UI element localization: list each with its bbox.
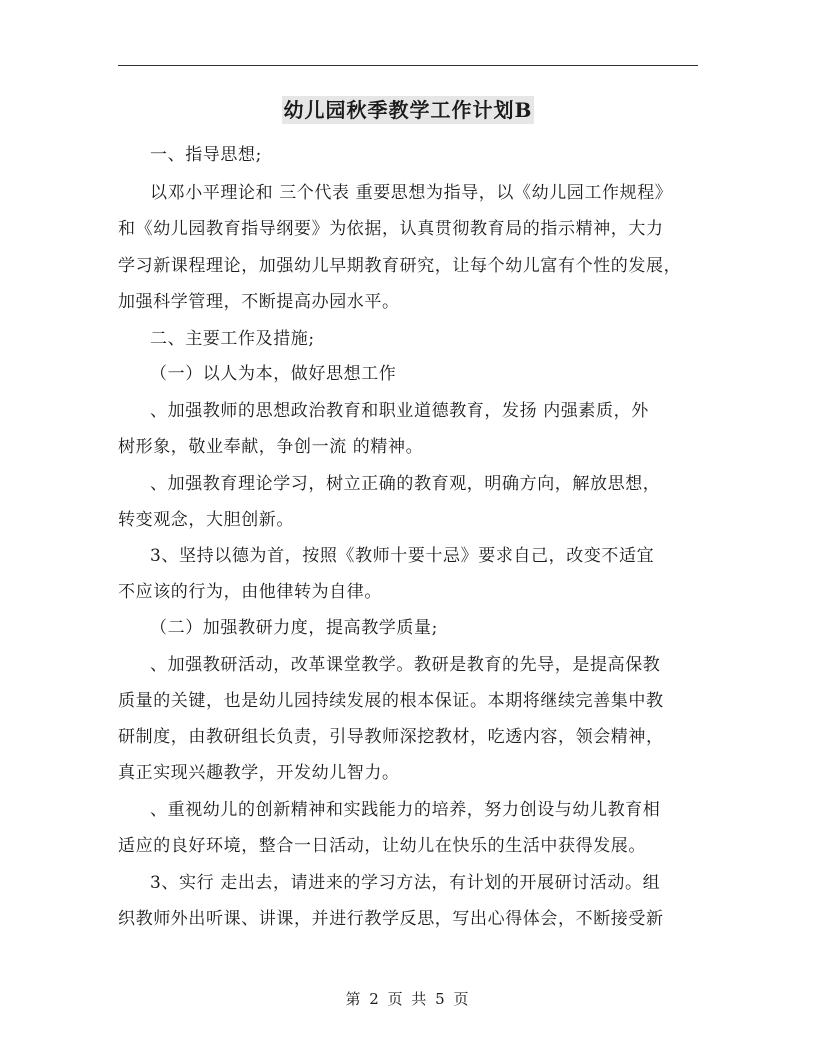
subsection-heading-1: （一）以人为本，做好思想工作 xyxy=(150,364,397,384)
paragraph-line: 和《幼儿园教育指导纲要》为依据，认真贯彻教育局的指示精神，大力 xyxy=(118,219,664,239)
paragraph-line: 3、坚持以德为首，按照《教师十要十忌》要求自己，改变不适宜 xyxy=(150,546,655,566)
page-number-footer: 第 2 页 共 5 页 xyxy=(345,990,471,1008)
paragraph-line: 加强科学管理，不断提高办园水平。 xyxy=(118,292,400,312)
section-heading-2: 二、主要工作及措施; xyxy=(150,329,315,349)
paragraph-line: 织教师外出听课、讲课，并进行教学反思，写出心得体会，不断接受新 xyxy=(118,909,664,929)
paragraph-line: 适应的良好环境，整合一日活动，让幼儿在快乐的生活中获得发展。 xyxy=(118,836,646,856)
paragraph-line: 、加强教研活动，改革课堂教学。教研是教育的先导，是提高保教 xyxy=(150,655,661,675)
paragraph-line: 树形象，敬业奉献，争创一流 的精神。 xyxy=(118,437,424,457)
paragraph-line: 质量的关键，也是幼儿园持续发展的根本保证。本期将继续完善集中教 xyxy=(118,691,664,711)
subsection-heading-2: （二）加强教研力度，提高教学质量; xyxy=(150,618,438,638)
paragraph-line: 、加强教育理论学习，树立正确的教育观，明确方向，解放思想， xyxy=(150,474,661,494)
document-title: 幼儿园秋季教学工作计划B xyxy=(283,98,533,122)
paragraph-line: 研制度，由教研组长负责，引导教师深挖教材，吃透内容，领会精神， xyxy=(118,727,664,747)
paragraph-line: 转变观念，大胆创新。 xyxy=(118,510,294,530)
document-title-wrap xyxy=(0,94,816,123)
paragraph-line: 不应该的行为，由他律转为自律。 xyxy=(118,582,382,602)
paragraph-line: 真正实现兴趣教学，开发幼儿智力。 xyxy=(118,763,400,783)
header-rule xyxy=(118,65,698,66)
paragraph-line: 3、实行 走出去，请进来的学习方法，有计划的开展研讨活动。组 xyxy=(150,873,661,893)
paragraph-line: 、加强教师的思想政治教育和职业道德教育，发扬 内强素质，外 xyxy=(150,401,649,421)
paragraph-line: 以邓小平理论和 三个代表 重要思想为指导，以《幼儿园工作规程》 xyxy=(150,183,673,203)
section-heading-1: 一、指导思想; xyxy=(150,145,262,165)
paragraph-line: 、重视幼儿的创新精神和实践能力的培养，努力创设与幼儿教育相 xyxy=(150,800,661,820)
paragraph-line: 学习新课程理论，加强幼儿早期教育研究，让每个幼儿富有个性的发展， xyxy=(118,256,682,276)
